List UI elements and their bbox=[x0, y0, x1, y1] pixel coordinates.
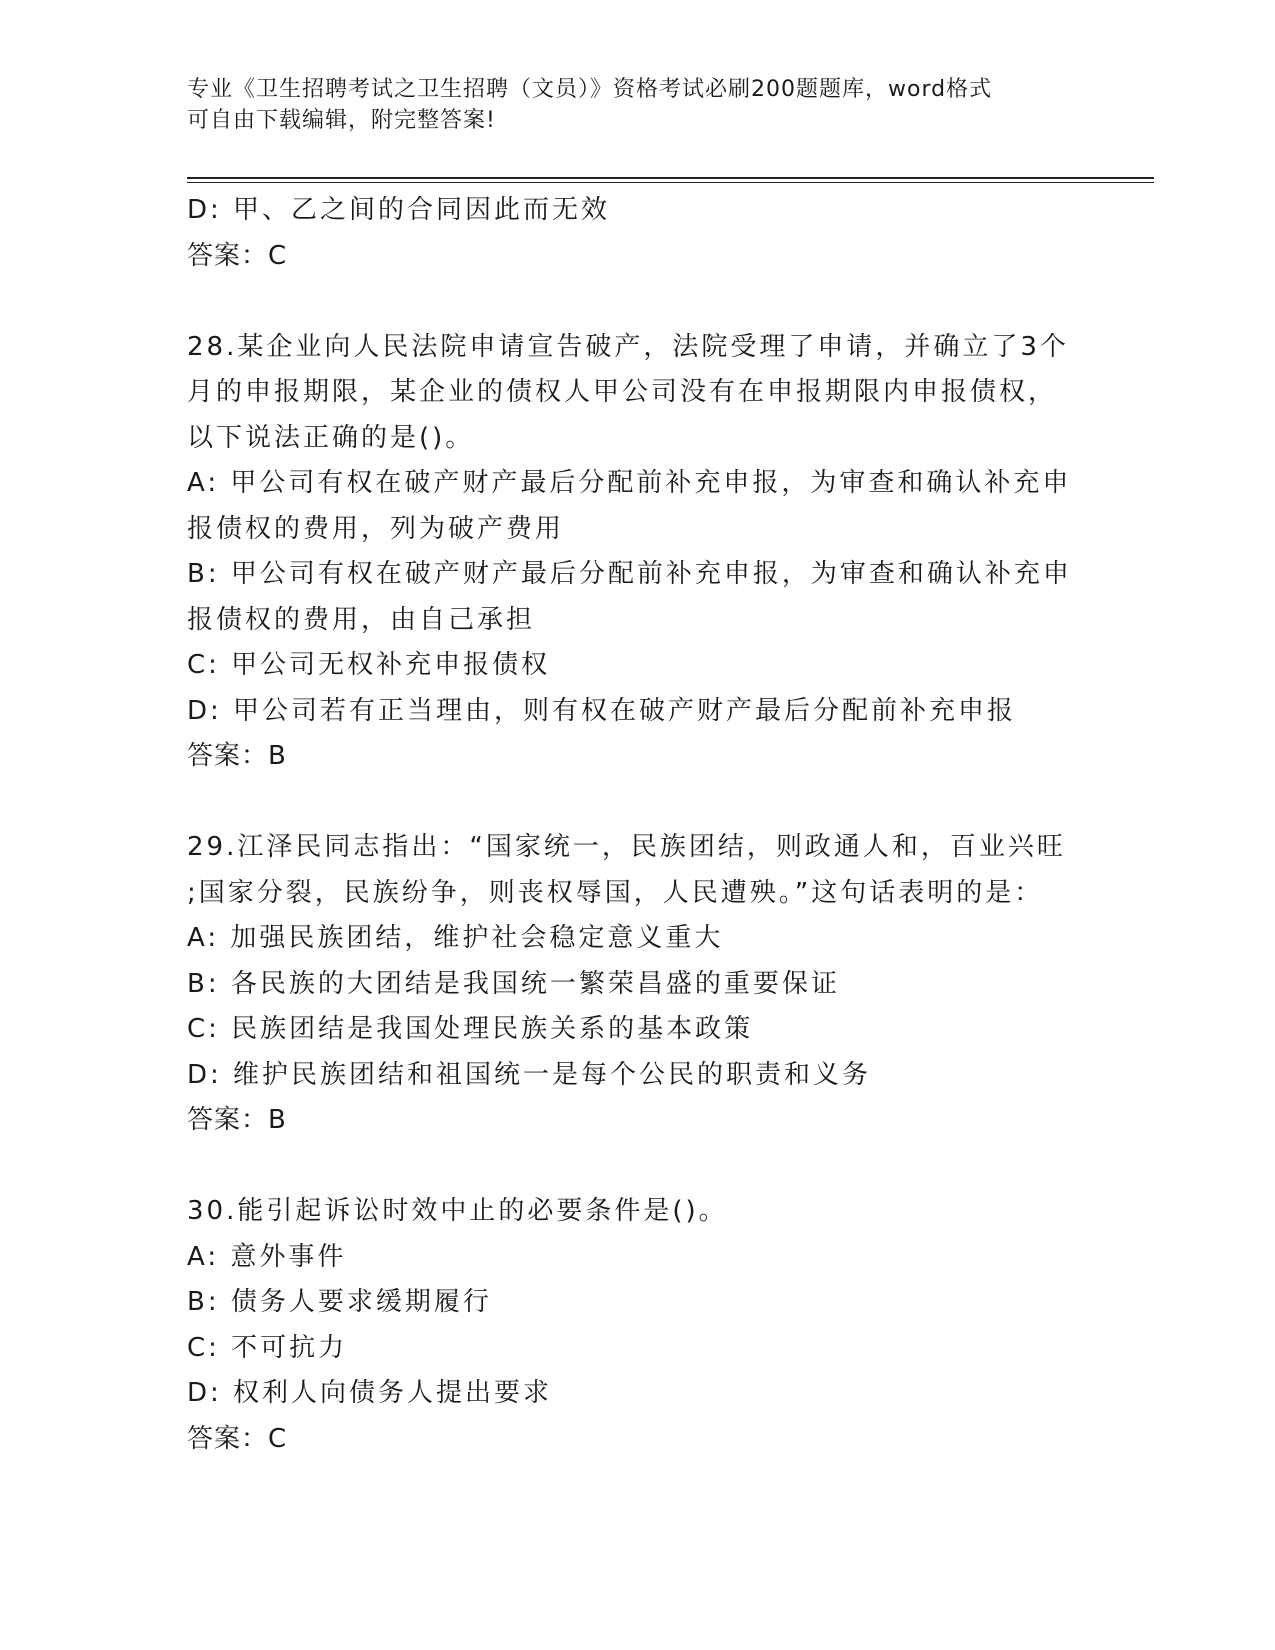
option-c: C: 不可抗力 bbox=[187, 1332, 348, 1363]
spacer bbox=[187, 1144, 1087, 1190]
option-a: A: 甲公司有权在破产财产最后分配前补充申报，为审查和确认补充申 bbox=[187, 468, 1072, 498]
header-divider bbox=[187, 177, 1154, 183]
spacer bbox=[187, 780, 1087, 826]
option-b: B: 甲公司有权在破产财产最后分配前补充申报，为审查和确认补充申 bbox=[187, 559, 1072, 589]
question-30 bbox=[187, 1189, 1087, 1462]
header-line-2: 可自由下载编辑，附完整答案! bbox=[187, 108, 496, 133]
option-b: B: 债务人要求缓期履行 bbox=[187, 1287, 492, 1317]
option-c: C: 甲公司无权补充申报债权 bbox=[187, 650, 551, 680]
answer: 答案：B bbox=[187, 1105, 287, 1135]
option-d: D: 甲公司若有正当理由，则有权在破产财产最后分配前补充申报 bbox=[187, 695, 1017, 726]
header-line-1: 专业《卫生招聘考试之卫生招聘（文员）》资格考试必刷200题题库，word格式 bbox=[187, 77, 993, 102]
spacer bbox=[187, 279, 1087, 325]
option-d: D: 维护民族团结和祖国统一是每个公民的职责和义务 bbox=[187, 1059, 872, 1090]
question-28 bbox=[187, 325, 1087, 780]
answer: 答案：C bbox=[187, 1423, 288, 1454]
question-stem: 29.江泽民同志指出：“国家统一，民族团结，则政通人和，百业兴旺 bbox=[187, 832, 1066, 862]
question-stem: 月的申报期限，某企业的债权人甲公司没有在申报期限内申报债权， bbox=[187, 377, 1058, 407]
option-a-cont: 报债权的费用，列为破产费用 bbox=[187, 513, 565, 544]
question-stem: ;国家分裂，民族纷争，则丧权辱国，人民遭殃。”这句话表明的是： bbox=[187, 877, 1044, 908]
question-27-tail bbox=[187, 188, 1087, 279]
option-a: A: 加强民族团结，维护社会稳定意义重大 bbox=[187, 923, 724, 953]
question-stem: 以下说法正确的是()。 bbox=[187, 422, 475, 453]
option-b-cont: 报债权的费用，由自己承担 bbox=[187, 604, 536, 635]
option-c: C: 民族团结是我国处理民族关系的基本政策 bbox=[187, 1014, 754, 1044]
question-stem: 30.能引起诉讼时效中止的必要条件是()。 bbox=[187, 1196, 728, 1226]
option-d: D: 甲、乙之间的合同因此而无效 bbox=[187, 195, 611, 225]
page-header bbox=[187, 74, 1087, 136]
answer: 答案：C bbox=[187, 240, 288, 271]
option-a: A: 意外事件 bbox=[187, 1241, 347, 1272]
question-29 bbox=[187, 825, 1087, 1144]
option-d: D: 权利人向债务人提出要求 bbox=[187, 1378, 553, 1408]
document-body bbox=[187, 188, 1087, 1462]
answer: 答案：B bbox=[187, 741, 287, 771]
question-stem: 28.某企业向人民法院申请宣告破产，法院受理了申请，并确立了3个 bbox=[187, 331, 1069, 362]
option-b: B: 各民族的大团结是我国统一繁荣昌盛的重要保证 bbox=[187, 968, 840, 999]
